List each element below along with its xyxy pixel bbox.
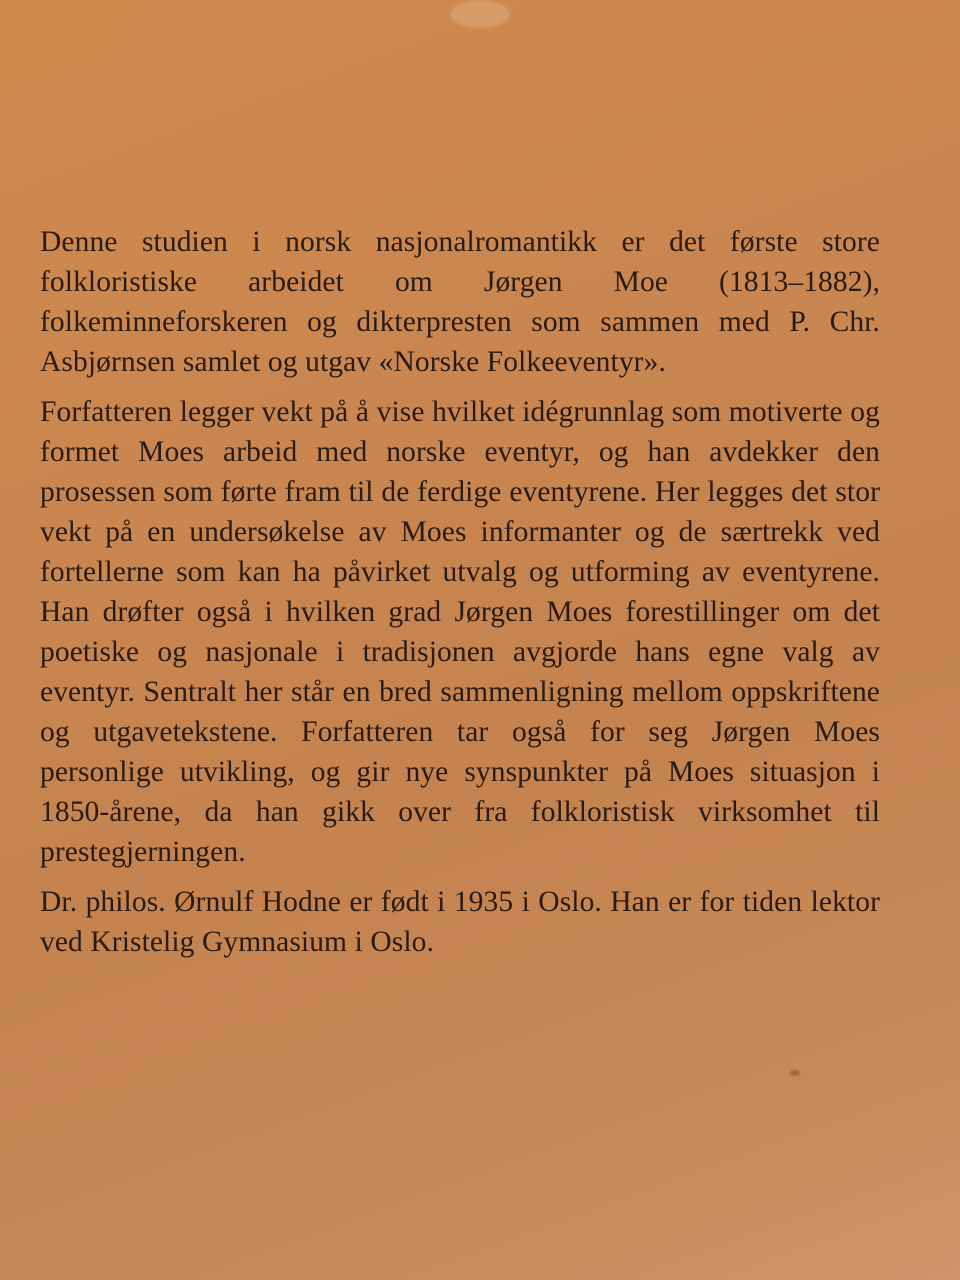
cover-wear-mark xyxy=(450,0,510,28)
blurb-paragraph-intro: Denne studien i norsk nasjonalromantikk er det første store folkloristiske arbeidet om Jørgen Moe (1813–1882), folkeminneforskeren og dikterpresten som sammen med P. Chr. Asbjørnsen samlet og utgav «Norske Folkeeventyr». xyxy=(40,226,880,378)
cover-wear-mark xyxy=(790,1070,800,1076)
author-bio-paragraph: Dr. philos. Ørnulf Hodne er født i 1935 i Oslo. Han er for tiden lektor ved Kristelig Gymnasium i Oslo. xyxy=(40,886,880,958)
blurb-text xyxy=(40,222,880,962)
blurb-paragraph-description: Forfatteren legger vekt på å vise hvilket idégrunnlag som motiverte og formet Moes arbeid med norske eventyr, og han avdekker den prosessen som førte fram til de ferdige eventyrene. Her legges det stor vekt på en undersøkelse av Moes informanter og de særtrekk ved fortellerne som kan ha påvirket utvalg og utforming av eventyrene. Han drøfter også i hvilken grad Jørgen Moes forestillinger om det poetiske og nasjonale i tradisjonen avgjorde hans egne valg av eventyr. Sentralt her står en bred sammenligning mellom oppskriftene og utgavetekstene. Forfatteren tar også for seg Jørgen Moes personlige utvikling, og gir nye synspunkter på Moes situasjon i 1850-årene, da han gikk over fra folkloristisk virksomhet til prestegjerningen. xyxy=(40,396,880,868)
